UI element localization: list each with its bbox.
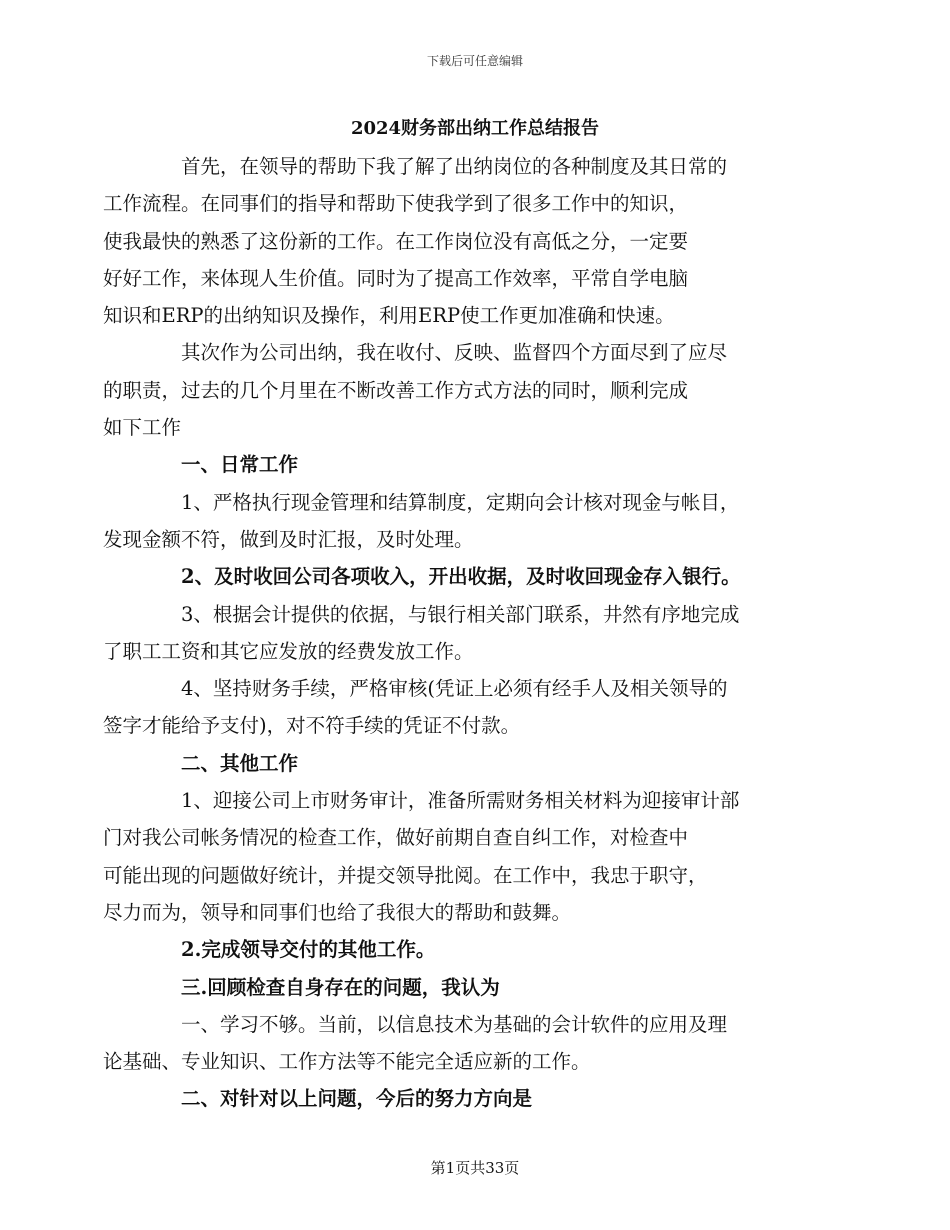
paragraph [103, 334, 810, 446]
text-line: 门对我公司帐务情况的检查工作，做好前期自查自纠工作，对检查中 [103, 826, 689, 850]
text-line: 其次作为公司出纳，我在收付、反映、监督四个方面尽到了应尽 [181, 341, 728, 365]
section-heading [142, 969, 810, 1006]
page-header: 下载后可任意编辑 [426, 54, 523, 68]
text-line: 签字才能给予支付)，对不符手续的凭证不付款。 [103, 714, 521, 738]
text-line: 可能出现的问题做好统计，并提交领导批阅。在工作中，我忠于职守， [103, 863, 708, 887]
text-line: 1、迎接公司上市财务审计，准备所需财务相关材料为迎接审计部 [181, 789, 740, 813]
section-heading [142, 745, 810, 782]
text-line: 发现金额不符，做到及时汇报，及时处理。 [103, 527, 474, 551]
text-line: 一、学习不够。当前，以信息技术为基础的会计软件的应用及理 [181, 1012, 728, 1036]
paragraph [103, 148, 810, 334]
text-line: 2、及时收回公司各项收入，开出收据，及时收回现金存入银行。 [181, 565, 741, 589]
paragraph [103, 782, 810, 931]
section-heading [142, 931, 810, 968]
text-line: 了职工工资和其它应发放的经费发放工作。 [103, 639, 474, 663]
paragraph [103, 670, 810, 745]
text-line: 三.回顾检查自身存在的问题，我认为 [181, 975, 500, 999]
text-line: 3、根据会计提供的依据，与银行相关部门联系，井然有序地完成 [181, 602, 740, 626]
text-line: 知识和ERP的出纳知识及操作，利用ERP使工作更加准确和快速。 [103, 304, 675, 328]
text-line: 1、严格执行现金管理和结算制度，定期向会计核对现金与帐目， [181, 490, 740, 514]
text-line: 4、坚持财务手续，严格审核(凭证上必须有经手人及相关领导的 [181, 677, 728, 701]
text-line: 好好工作，来体现人生价值。同时为了提高工作效率，平常自学电脑 [103, 266, 689, 290]
text-line: 尽力而为，领导和同事们也给了我很大的帮助和鼓舞。 [103, 900, 572, 924]
text-line: 首先，在领导的帮助下我了解了出纳岗位的各种制度及其日常的 [181, 155, 728, 178]
paragraph [103, 1006, 810, 1081]
text-line: 工作流程。在同事们的指导和帮助下使我学到了很多工作中的知识， [103, 192, 689, 216]
text-line: 如下工作 [103, 416, 182, 440]
paragraph [103, 596, 810, 671]
document-body [103, 148, 810, 1118]
paragraph [103, 484, 810, 559]
text-line: 一、日常工作 [181, 453, 299, 477]
text-line: 二、其他工作 [181, 751, 299, 775]
section-heading [142, 1080, 810, 1117]
page-footer: 第1页共33页 [430, 1159, 520, 1177]
section-heading [142, 558, 810, 595]
text-line: 论基础、专业知识、工作方法等不能完全适应新的工作。 [103, 1050, 591, 1074]
section-heading [142, 446, 810, 483]
text-line: 二、对针对以上问题，今后的努力方向是 [181, 1087, 533, 1111]
document-title: 2024财务部出纳工作总结报告 [350, 118, 600, 139]
text-line: 2.完成领导交付的其他工作。 [181, 938, 436, 962]
text-line: 使我最快的熟悉了这份新的工作。在工作岗位没有高低之分，一定要 [103, 229, 689, 253]
text-line: 的职责，过去的几个月里在不断改善工作方式方法的同时，顺利完成 [103, 378, 689, 402]
